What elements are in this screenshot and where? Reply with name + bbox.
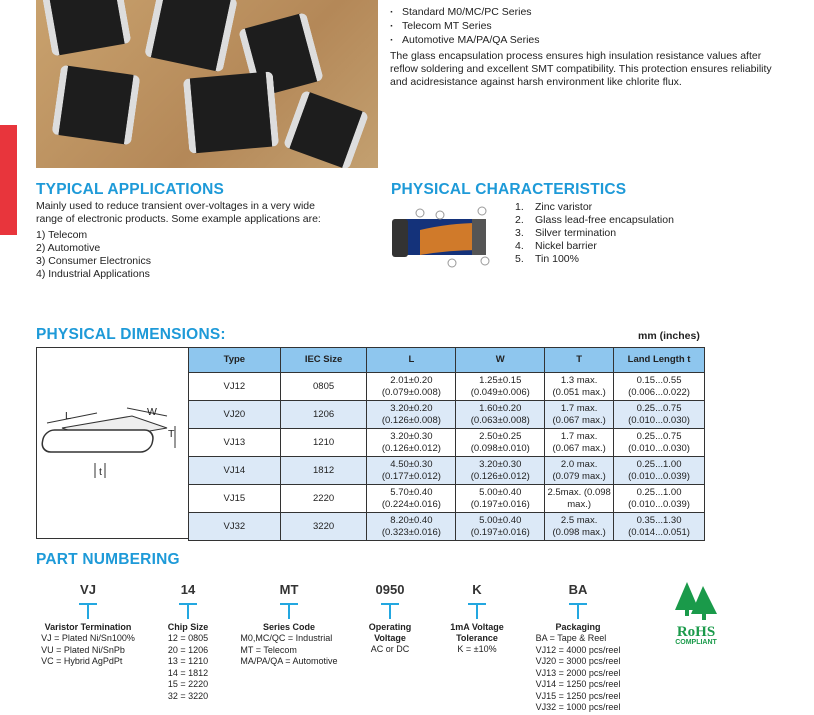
table-cell: VJ20 bbox=[189, 401, 281, 429]
characteristic-item: 4. Nickel barrier bbox=[515, 240, 597, 252]
field-value: VJ = Plated Ni/Sn100% bbox=[41, 633, 135, 643]
field-value: VJ20 = 3000 pcs/reel bbox=[535, 656, 621, 666]
field-label: Chip Size bbox=[167, 622, 209, 632]
physical-title: PHYSICAL CHARACTERISTICS bbox=[391, 181, 627, 198]
field-value: MA/PA/QA = Automotive bbox=[240, 656, 338, 666]
field-value: M0,MC/QC = Industrial bbox=[240, 633, 333, 643]
table-cell: VJ15 bbox=[189, 485, 281, 513]
table-cell: 2.01±0.20 (0.079±0.008) bbox=[367, 373, 456, 401]
series-item: · Telecom MT Series bbox=[390, 19, 790, 33]
table-cell: 3220 bbox=[280, 513, 367, 541]
table-cell: 1.7 max. (0.067 max.) bbox=[545, 401, 614, 429]
connector-icon bbox=[179, 603, 197, 605]
intro-paragraph: The glass encapsulation process ensures high insulation resistance values after reflow soldering and excellent SMT compatibility. This protection ensures reliability and acidresistance against harsh environment like chlorite flux. bbox=[390, 50, 772, 88]
field-label: 1mA Voltage Tolerance bbox=[450, 622, 504, 643]
connector-icon bbox=[381, 603, 399, 605]
table-cell: 1.3 max. (0.051 max.) bbox=[545, 373, 614, 401]
characteristic-item: 5. Tin 100% bbox=[515, 253, 579, 265]
series-item: · Automotive MA/PA/QA Series bbox=[390, 33, 790, 47]
field-value: AC or DC bbox=[370, 644, 410, 654]
dimensions-table bbox=[188, 347, 705, 541]
connector-icon bbox=[79, 603, 97, 605]
table-cell: 0.25...1.00 (0.010...0.039) bbox=[614, 457, 705, 485]
series-item: · Standard M0/MC/PC Series bbox=[390, 5, 790, 19]
field-value: 20 = 1206 bbox=[167, 644, 209, 655]
table-row bbox=[189, 457, 705, 485]
typical-title: TYPICAL APPLICATIONS bbox=[36, 181, 225, 198]
table-cell: 1.25±0.15 (0.049±0.006) bbox=[456, 373, 545, 401]
field-code: 14 bbox=[180, 582, 196, 597]
table-cell: 2.50±0.25 (0.098±0.010) bbox=[456, 429, 545, 457]
table-header-row bbox=[189, 348, 705, 373]
field-value: 13 = 1210 bbox=[167, 656, 209, 666]
field-code: MT bbox=[279, 582, 299, 597]
field-value: VC = Hybrid AgPdPt bbox=[41, 656, 123, 666]
table-row bbox=[189, 373, 705, 401]
table-cell: 1.60±0.20 (0.063±0.008) bbox=[456, 401, 545, 429]
field-label: Series Code bbox=[262, 622, 316, 632]
table-row bbox=[189, 485, 705, 513]
characteristic-item: 3. Silver termination bbox=[515, 227, 617, 239]
application-item: 1) Telecom bbox=[36, 229, 88, 241]
field-value: 15 = 2220 bbox=[167, 679, 209, 689]
chip-dimension-icon bbox=[37, 348, 187, 538]
table-cell: 0.35...1.30 (0.014...0.051) bbox=[614, 513, 705, 541]
table-cell: 3.20±0.30 (0.126±0.012) bbox=[367, 429, 456, 457]
field-value: VJ13 = 2000 pcs/reel bbox=[535, 667, 621, 678]
table-row bbox=[189, 513, 705, 541]
field-code: K bbox=[472, 582, 482, 597]
table-cell: VJ14 bbox=[189, 457, 281, 485]
table-row bbox=[189, 401, 705, 429]
col-header: T bbox=[545, 348, 614, 373]
table-cell: VJ32 bbox=[189, 513, 281, 541]
field-code: BA bbox=[568, 582, 588, 597]
series-list bbox=[390, 5, 790, 47]
part-numbering-title: PART NUMBERING bbox=[36, 551, 180, 568]
table-cell: 8.20±0.40 (0.323±0.016) bbox=[367, 513, 456, 541]
typical-text: Mainly used to reduce transient over-voltages in a very wide range of electronic products. Some example applications are: bbox=[36, 200, 321, 225]
field-label: Packaging bbox=[555, 622, 601, 632]
part-number-field bbox=[528, 582, 628, 714]
col-header: W bbox=[456, 348, 545, 373]
field-value: BA = Tape & Reel bbox=[535, 633, 607, 643]
field-value: VJ32 = 1000 pcs/reel bbox=[535, 702, 621, 712]
field-code: 0950 bbox=[375, 582, 405, 597]
col-header: L bbox=[367, 348, 456, 373]
characteristic-item: 2. Glass lead-free encapsulation bbox=[515, 214, 674, 226]
field-label: Varistor Termination bbox=[44, 622, 132, 632]
table-cell: 2.5max. (0.098 max.) bbox=[545, 485, 614, 513]
table-cell: 1206 bbox=[280, 401, 367, 429]
application-item: 2) Automotive bbox=[36, 242, 101, 254]
part-number-field bbox=[33, 582, 143, 668]
table-cell: 4.50±0.30 (0.177±0.012) bbox=[367, 457, 456, 485]
field-value: 14 = 1812 bbox=[167, 667, 209, 678]
characteristic-item: 1. Zinc varistor bbox=[515, 201, 593, 213]
table-cell: 1.7 max. (0.067 max.) bbox=[545, 429, 614, 457]
tree-icon bbox=[671, 580, 721, 622]
field-value: VU = Plated Ni/SnPb bbox=[41, 644, 125, 655]
table-cell: VJ13 bbox=[189, 429, 281, 457]
rohs-logo: RoHS COMPLIANT bbox=[664, 580, 728, 646]
table-cell: 2.0 max. (0.079 max.) bbox=[545, 457, 614, 485]
table-cell: VJ12 bbox=[189, 373, 281, 401]
table-cell: 0.25...0.75 (0.010...0.030) bbox=[614, 401, 705, 429]
table-cell: 2220 bbox=[280, 485, 367, 513]
field-value: 12 = 0805 bbox=[167, 633, 209, 643]
part-number-field bbox=[355, 582, 425, 656]
table-cell: 1210 bbox=[280, 429, 367, 457]
col-header: Type bbox=[189, 348, 281, 373]
col-header: Land Length t bbox=[614, 348, 705, 373]
field-value: VJ12 = 4000 pcs/reel bbox=[535, 644, 621, 655]
table-row bbox=[189, 429, 705, 457]
dimension-diagram: L W T t bbox=[36, 347, 189, 539]
table-cell: 0.25...0.75 (0.010...0.030) bbox=[614, 429, 705, 457]
table-cell: 0.15...0.55 (0.006...0.022) bbox=[614, 373, 705, 401]
application-item: 4) Industrial Applications bbox=[36, 268, 150, 280]
application-item: 3) Consumer Electronics bbox=[36, 255, 151, 267]
intro bbox=[390, 5, 790, 89]
field-value: VJ14 = 1250 pcs/reel bbox=[535, 679, 621, 689]
accent-bar bbox=[0, 125, 17, 235]
table-cell: 5.00±0.40 (0.197±0.016) bbox=[456, 485, 545, 513]
field-value: MT = Telecom bbox=[240, 644, 297, 655]
table-cell: 0.25...1.00 (0.010...0.039) bbox=[614, 485, 705, 513]
field-value: VJ15 = 1250 pcs/reel bbox=[535, 690, 621, 701]
table-cell: 3.20±0.30 (0.126±0.012) bbox=[456, 457, 545, 485]
part-number-field bbox=[234, 582, 344, 668]
connector-icon bbox=[569, 603, 587, 605]
dimensions-title: PHYSICAL DIMENSIONS: bbox=[36, 326, 226, 343]
table-cell: 1812 bbox=[280, 457, 367, 485]
field-label: Operating Voltage bbox=[368, 622, 412, 643]
table-cell: 5.70±0.40 (0.224±0.016) bbox=[367, 485, 456, 513]
part-number-field bbox=[437, 582, 517, 656]
unit-label: mm (inches) bbox=[638, 330, 700, 342]
table-cell: 3.20±0.20 (0.126±0.008) bbox=[367, 401, 456, 429]
part-number-field bbox=[148, 582, 228, 702]
connector-icon bbox=[468, 603, 486, 605]
table-cell: 0805 bbox=[280, 373, 367, 401]
field-value: 32 = 3220 bbox=[167, 690, 209, 701]
col-header: IEC Size bbox=[280, 348, 367, 373]
varistor-cross-section-icon bbox=[390, 205, 490, 270]
table-cell: 2.5 max. (0.098 max.) bbox=[545, 513, 614, 541]
field-value: K = ±10% bbox=[457, 644, 497, 654]
connector-icon bbox=[280, 603, 298, 605]
product-photo bbox=[36, 0, 378, 168]
field-code: VJ bbox=[80, 582, 96, 597]
table-cell: 5.00±0.40 (0.197±0.016) bbox=[456, 513, 545, 541]
